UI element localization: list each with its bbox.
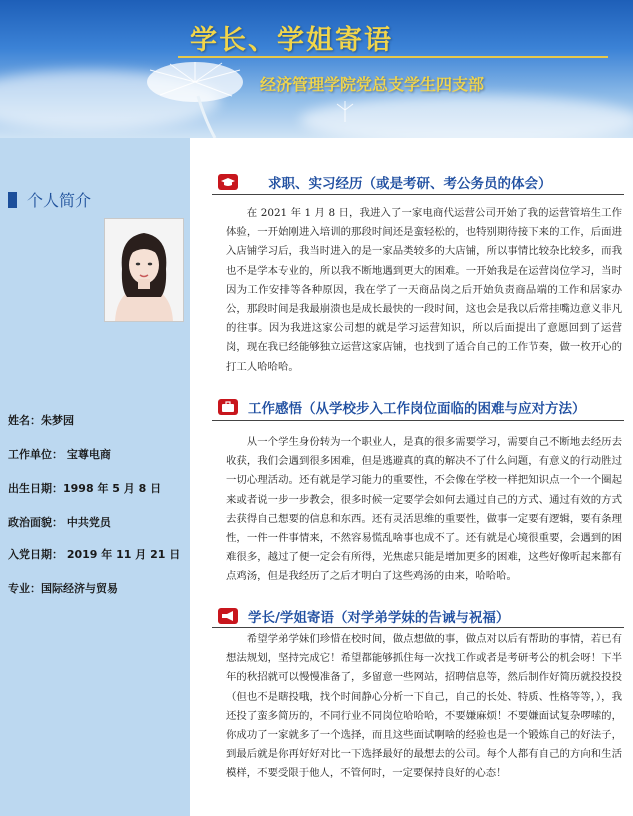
- profile-heading-text: 个人简介: [27, 191, 92, 210]
- header-banner: [0, 0, 633, 138]
- section-body-message: 希望学弟学妹们珍惜在校时间，做点想做的事，做点对以后有帮助的事情，若已有想法规划，坚持完成它！希望都能够抓住每一次找工作或者是考研考公的机会呀！下半年的秋招就可以慢慢准备了，多留意一些网站，招聘信息等，然后制作好简历就投投投（但也不是瞎投哦，找个时间静心分析一下自己，自己的长处、特质、性格等等，），我还投了蛮多简历的，不同行业不同岗位哈哈哈，不要嫌麻烦！不要嫌面试复杂啰嗦的，你成功了一家就多了一个选择，而且这些面试啊啥的经验也是一个锻炼自己的好法子，到最后就是你再好好对比一下选择最好的最想去的公司。每个人都有自己的方向和生活模样，不要受限于他人，不管何时，一定要保持良好的心态！: [226, 633, 622, 780]
- profile-photo: [104, 218, 184, 322]
- section-body-internship: 在 2021 年 1 月 8 日，我进入了一家电商代运营公司开始了我的运营管培生工作体验，一开始刚进入培训的那段时间还是蛮轻松的，也特别期待接下来的工作，后面进入店铺学习后，我当时进入的是一家品类较多的大店铺，所以事情比较杂比较多，而我也不是学本专业的，所以我不断地遇到更大的困难。一开始我是在运营岗位学习，当时因为工作安排等各种原因，我在学了一天商品岗之后开始负责商品端的工作和居家办公，那段时间是我最崩溃也是成长最快的一段时间，这也会是我以后常挂嘴边意义非凡的往事。因为我进这家公司想的就是学习运营知识，所以后面提出了意愿回到了运营岗，现在我已经能够独立运营这家店铺，也找到了适合自己的工作节奏，做一枚开心的打工人哈哈哈。: [226, 207, 622, 373]
- megaphone-icon: [218, 608, 238, 624]
- field-birth-date: 出生日期：1998 年 5 月 8 日: [8, 482, 162, 495]
- field-name: 姓名：朱梦园: [8, 414, 74, 427]
- section-title: 学长/学姐寄语（对学弟学妹的告诫与祝福）: [248, 610, 510, 626]
- portrait-image: [105, 219, 183, 321]
- section-header-internship: [218, 172, 552, 192]
- title-underline: [178, 56, 608, 58]
- section-divider: [212, 627, 624, 628]
- heading-bar-icon: [8, 192, 17, 208]
- section-header-work-insight: [218, 397, 586, 417]
- section-body-work-insight: 从一个学生身份转为一个职业人，是真的很多需要学习，需要自己不断地去经历去收获，我们会遇到很多困难，但是逃避真的真的解决不了什么问题，有意义的行动胜过一切心理活动。还有就是学习能力的重要性，不会像在学校一样把知识点一个一个圈起来或者说一步一步教会，很多时候一定要学会如何去通过自己的方式、通过有效的方式去获得自己想要的信息和东西。还有灵活思维的重要性，做事一定要有逻辑，要有条理性，一件一件事情来，不然容易慌乱啥事也成不了。还有就是心境很重要，会遇到的困难很多，越过了便一定会有所得，光焦虑只能是增加更多的困难，这些好像听起来都有点鸡汤，但是我经历了之后才明白了这些鸡汤的由来，哈哈哈。: [226, 436, 622, 583]
- field-political-status: 政治面貌： 中共党员: [8, 516, 111, 529]
- briefcase-icon: [218, 399, 238, 415]
- graduation-cap-icon: [218, 174, 238, 190]
- page-subtitle: 经济管理学院党总支学生四支部: [260, 75, 485, 94]
- field-party-entry-date: 入党日期： 2019 年 11 月 21 日: [8, 548, 181, 561]
- section-divider: [212, 420, 624, 421]
- section-title: 求职、实习经历（或是考研、考公务员的体会）: [268, 176, 552, 192]
- section-title: 工作感悟（从学校步入工作岗位面临的困难与应对方法）: [248, 401, 586, 417]
- dandelion-icon: [147, 62, 243, 138]
- field-major: 专业：国际经济与贸易: [8, 582, 118, 595]
- profile-heading: [8, 188, 91, 211]
- field-employer: 工作单位： 宝尊电商: [8, 448, 111, 461]
- page-title: 学长、学姐寄语: [190, 25, 393, 56]
- section-header-message: [218, 606, 509, 626]
- seed-icon: [337, 101, 353, 122]
- section-divider: [212, 194, 624, 195]
